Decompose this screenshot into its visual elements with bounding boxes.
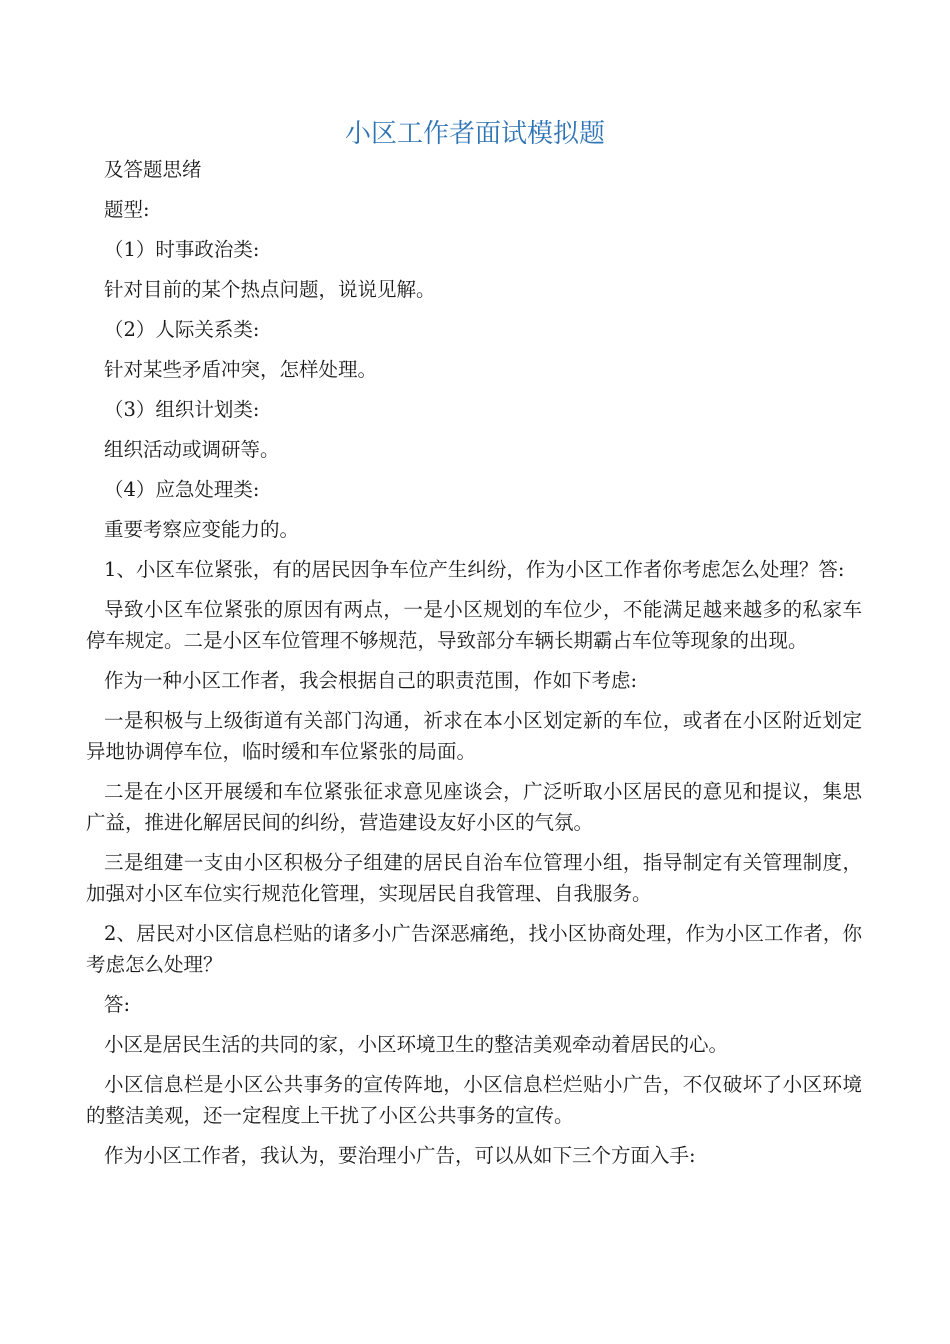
paragraph: 二是在小区开展缓和车位紧张征求意见座谈会，广泛听取小区居民的意见和提议，集思广益，推进化解居民间的纠纷，营造建设友好小区的气氛。 (86, 780, 862, 834)
paragraph: （4）应急处理类: (104, 478, 260, 501)
paragraph: 1、小区车位紧张，有的居民因争车位产生纠纷，作为小区工作者你考虑怎么处理？答: (104, 558, 845, 581)
paragraph: 答: (104, 993, 131, 1016)
paragraph: （2）人际关系类: (104, 318, 260, 341)
paragraph: 2、居民对小区信息栏贴的诸多小广告深恶痛绝，找小区协商处理，作为小区工作者，你考虑怎么处理？ (86, 922, 862, 976)
paragraph: 题型: (104, 198, 150, 221)
paragraph: 导致小区车位紧张的原因有两点，一是小区规划的车位少，不能满足越来越多的私家车停车规定。二是小区车位管理不够规范，导致部分车辆长期霸占车位等现象的出现。 (86, 598, 862, 652)
paragraph: 针对目前的某个热点问题，说说见解。 (104, 278, 436, 301)
paragraph: 作为小区工作者，我认为，要治理小广告，可以从如下三个方面入手: (104, 1144, 696, 1167)
paragraph: （1）时事政治类: (104, 238, 260, 261)
paragraph: 小区信息栏是小区公共事务的宣传阵地，小区信息栏烂贴小广告，不仅破坏了小区环境的整洁美观，还一定程度上干扰了小区公共事务的宣传。 (86, 1073, 862, 1127)
paragraph: 一是积极与上级街道有关部门沟通，祈求在本小区划定新的车位，或者在小区附近划定异地协调停车位，临时缓和车位紧张的局面。 (86, 709, 862, 763)
paragraph: 及答题思绪 (104, 158, 202, 181)
paragraph: 重要考察应变能力的。 (104, 518, 300, 541)
paragraph: 作为一种小区工作者，我会根据自己的职责范围，作如下考虑: (104, 669, 638, 692)
paragraph: 组织活动或调研等。 (104, 438, 280, 461)
document-title: 小区工作者面试模拟题 (344, 119, 605, 149)
paragraph: （3）组织计划类: (104, 398, 260, 421)
paragraph: 针对某些矛盾冲突，怎样处理。 (104, 358, 378, 381)
paragraph: 小区是居民生活的共同的家，小区环境卫生的整洁美观牵动着居民的心。 (104, 1033, 729, 1056)
document-body (86, 154, 862, 1180)
paragraph: 三是组建一支由小区积极分子组建的居民自治车位管理小组，指导制定有关管理制度，加强对小区车位实行规范化管理，实现居民自我管理、自我服务。 (86, 851, 862, 905)
